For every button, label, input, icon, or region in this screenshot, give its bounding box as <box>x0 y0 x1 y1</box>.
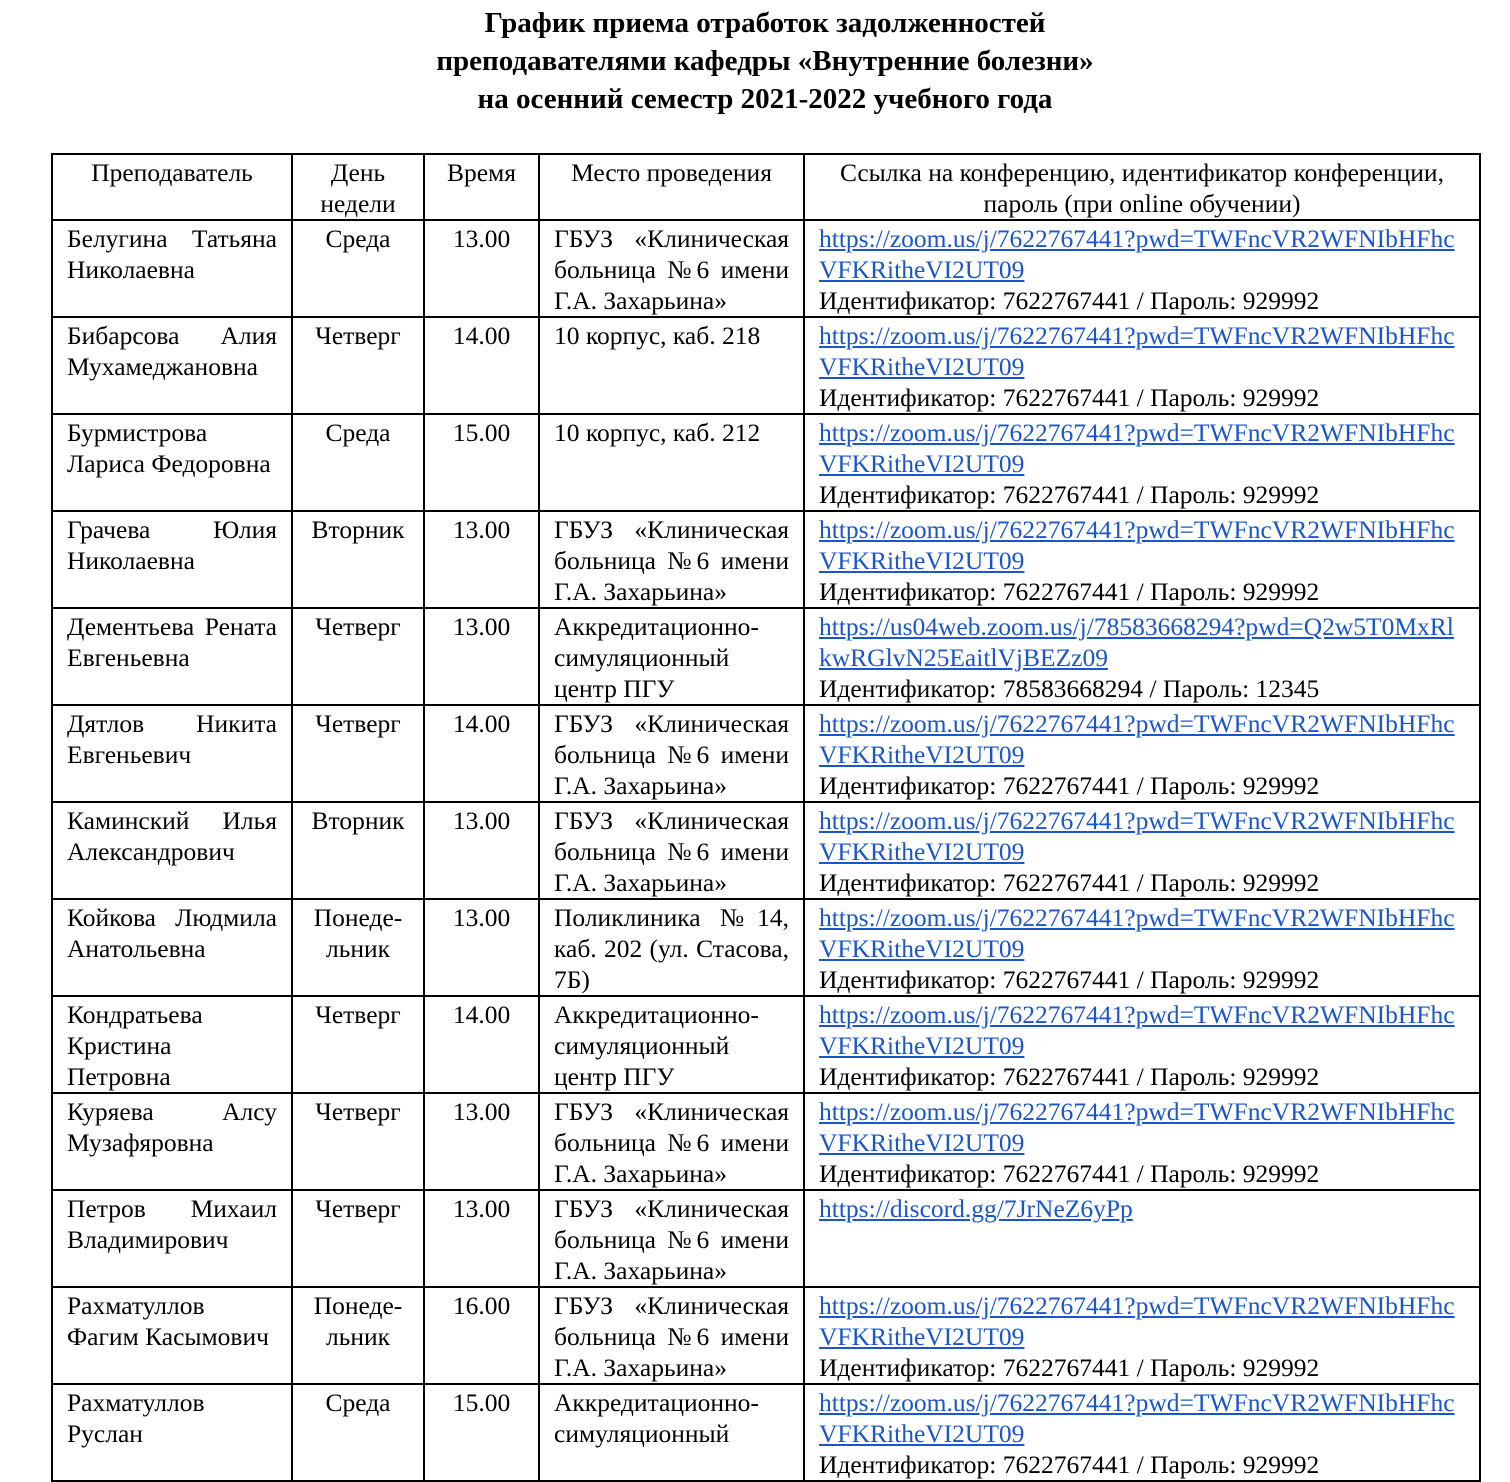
schedule-table <box>51 153 1481 1482</box>
conference-cell <box>804 317 1480 414</box>
conference-link[interactable]: https://zoom.us/j/7622767441?pwd=TWFncVR2WFNIbHFhcVFKRitheVI2UT09 <box>819 806 1455 866</box>
teacher-cell: Бибарсова Алия Мухамеджановна <box>52 317 292 414</box>
table-row <box>52 414 1480 511</box>
day-cell: Четверг <box>292 996 424 1093</box>
header-time: Время <box>424 154 539 220</box>
time-cell: 13.00 <box>424 802 539 899</box>
conference-credentials: Идентификатор: 7622767441 / Пароль: 929992 <box>819 1062 1320 1091</box>
conference-cell <box>804 414 1480 511</box>
teacher-cell: Куряева Алсу Музафяровна <box>52 1093 292 1190</box>
conference-credentials: Идентификатор: 7622767441 / Пароль: 929992 <box>819 1353 1320 1382</box>
place-cell: Аккредитационно-симуляционный центр ПГУ <box>539 608 804 705</box>
table-row <box>52 317 1480 414</box>
table-row <box>52 1287 1480 1384</box>
day-cell: Среда <box>292 414 424 511</box>
day-cell: Четверг <box>292 608 424 705</box>
conference-cell <box>804 1384 1480 1481</box>
day-cell: Понеде-льник <box>292 899 424 996</box>
time-cell: 14.00 <box>424 705 539 802</box>
conference-link[interactable]: https://zoom.us/j/7622767441?pwd=TWFncVR2WFNIbHFhcVFKRitheVI2UT09 <box>819 903 1455 963</box>
conference-link[interactable]: https://discord.gg/7JrNeZ6yPp <box>819 1194 1133 1223</box>
day-cell: Четверг <box>292 317 424 414</box>
conference-link[interactable]: https://zoom.us/j/7622767441?pwd=TWFncVR2WFNIbHFhcVFKRitheVI2UT09 <box>819 1000 1455 1060</box>
teacher-cell: Дементьева Рената Евгеньевна <box>52 608 292 705</box>
conference-credentials: Идентификатор: 7622767441 / Пароль: 929992 <box>819 771 1320 800</box>
day-cell: Понеде-льник <box>292 1287 424 1384</box>
day-cell: Четверг <box>292 1093 424 1190</box>
time-cell: 16.00 <box>424 1287 539 1384</box>
conference-credentials: Идентификатор: 7622767441 / Пароль: 929992 <box>819 480 1320 509</box>
teacher-cell: Петров Михаил Владимирович <box>52 1190 292 1287</box>
time-cell: 13.00 <box>424 899 539 996</box>
teacher-cell: Кондратьева Кристина Петровна <box>52 996 292 1093</box>
header-teacher: Преподаватель <box>52 154 292 220</box>
conference-cell <box>804 1093 1480 1190</box>
table-row <box>52 899 1480 996</box>
conference-link[interactable]: https://zoom.us/j/7622767441?pwd=TWFncVR2WFNIbHFhcVFKRitheVI2UT09 <box>819 1388 1455 1448</box>
place-cell: Поликлиника №14, каб. 202 (ул. Стасова, 7Б) <box>539 899 804 996</box>
table-row <box>52 1093 1480 1190</box>
time-cell: 13.00 <box>424 220 539 317</box>
table-row <box>52 220 1480 317</box>
conference-cell <box>804 220 1480 317</box>
time-cell: 14.00 <box>424 317 539 414</box>
table-row <box>52 996 1480 1093</box>
teacher-cell: Каминский Илья Александрович <box>52 802 292 899</box>
title-line-1: График приема отработок задолженностей <box>484 7 1046 39</box>
document-title <box>0 4 1510 118</box>
conference-cell <box>804 996 1480 1093</box>
teacher-cell: Дятлов Никита Евгеньевич <box>52 705 292 802</box>
conference-cell <box>804 705 1480 802</box>
conference-credentials: Идентификатор: 7622767441 / Пароль: 929992 <box>819 868 1320 897</box>
place-cell: ГБУЗ «Клиническая больница №6 имени Г.А. Захарьина» <box>539 511 804 608</box>
place-cell: Аккредитационно-симуляционный <box>539 1384 804 1481</box>
conference-credentials: Идентификатор: 7622767441 / Пароль: 929992 <box>819 1159 1320 1188</box>
header-link: Ссылка на конференцию, идентификатор конференции, пароль (при online обучении) <box>804 154 1480 220</box>
teacher-cell: Рахматуллов Руслан <box>52 1384 292 1481</box>
day-cell: Вторник <box>292 802 424 899</box>
table-row <box>52 802 1480 899</box>
place-cell: ГБУЗ «Клиническая больница №6 имени Г.А. Захарьина» <box>539 220 804 317</box>
time-cell: 13.00 <box>424 1190 539 1287</box>
conference-link[interactable]: https://zoom.us/j/7622767441?pwd=TWFncVR2WFNIbHFhcVFKRitheVI2UT09 <box>819 515 1455 575</box>
day-cell: Вторник <box>292 511 424 608</box>
place-cell: ГБУЗ «Клиническая больница №6 имени Г.А. Захарьина» <box>539 1287 804 1384</box>
header-place: Место проведения <box>539 154 804 220</box>
table-body <box>52 220 1480 1481</box>
conference-cell <box>804 608 1480 705</box>
header-day: День недели <box>292 154 424 220</box>
time-cell: 14.00 <box>424 996 539 1093</box>
title-line-2: преподавателями кафедры «Внутренние болезни» <box>436 45 1094 77</box>
time-cell: 13.00 <box>424 1093 539 1190</box>
conference-credentials: Идентификатор: 7622767441 / Пароль: 929992 <box>819 1450 1320 1479</box>
conference-cell <box>804 899 1480 996</box>
day-cell: Четверг <box>292 705 424 802</box>
time-cell: 15.00 <box>424 414 539 511</box>
conference-link[interactable]: https://zoom.us/j/7622767441?pwd=TWFncVR2WFNIbHFhcVFKRitheVI2UT09 <box>819 418 1455 478</box>
place-cell: 10 корпус, каб. 212 <box>539 414 804 511</box>
teacher-cell: Рахматуллов Фагим Касымович <box>52 1287 292 1384</box>
conference-credentials: Идентификатор: 7622767441 / Пароль: 929992 <box>819 577 1320 606</box>
teacher-cell: Белугина Татьяна Николаевна <box>52 220 292 317</box>
place-cell: ГБУЗ «Клиническая больница №6 имени Г.А. Захарьина» <box>539 1093 804 1190</box>
conference-link[interactable]: https://us04web.zoom.us/j/78583668294?pwd=Q2w5T0MxRlkwRGlvN25EaitlVjBEZz09 <box>819 612 1454 672</box>
place-cell: ГБУЗ «Клиническая больница №6 имени Г.А. Захарьина» <box>539 802 804 899</box>
conference-link[interactable]: https://zoom.us/j/7622767441?pwd=TWFncVR2WFNIbHFhcVFKRitheVI2UT09 <box>819 1291 1455 1351</box>
table-row <box>52 511 1480 608</box>
time-cell: 15.00 <box>424 1384 539 1481</box>
conference-link[interactable]: https://zoom.us/j/7622767441?pwd=TWFncVR2WFNIbHFhcVFKRitheVI2UT09 <box>819 321 1455 381</box>
table-row <box>52 705 1480 802</box>
conference-link[interactable]: https://zoom.us/j/7622767441?pwd=TWFncVR2WFNIbHFhcVFKRitheVI2UT09 <box>819 224 1455 284</box>
place-cell: ГБУЗ «Клиническая больница №6 имени Г.А. Захарьина» <box>539 705 804 802</box>
conference-cell <box>804 1287 1480 1384</box>
conference-cell <box>804 511 1480 608</box>
conference-credentials: Идентификатор: 7622767441 / Пароль: 929992 <box>819 965 1320 994</box>
conference-cell <box>804 1190 1480 1287</box>
teacher-cell: Койкова Людмила Анатольевна <box>52 899 292 996</box>
place-cell: 10 корпус, каб. 218 <box>539 317 804 414</box>
conference-credentials: Идентификатор: 78583668294 / Пароль: 12345 <box>819 674 1320 703</box>
table-header-row <box>52 154 1480 220</box>
conference-link[interactable]: https://zoom.us/j/7622767441?pwd=TWFncVR2WFNIbHFhcVFKRitheVI2UT09 <box>819 1097 1455 1157</box>
place-cell: ГБУЗ «Клиническая больница №6 имени Г.А. Захарьина» <box>539 1190 804 1287</box>
teacher-cell: Бурмистрова Лариса Федоровна <box>52 414 292 511</box>
table-row <box>52 1190 1480 1287</box>
place-cell: Аккредитационно-симуляционный центр ПГУ <box>539 996 804 1093</box>
time-cell: 13.00 <box>424 608 539 705</box>
table-row <box>52 608 1480 705</box>
title-line-3: на осенний семестр 2021-2022 учебного года <box>477 83 1053 115</box>
day-cell: Среда <box>292 1384 424 1481</box>
table-row <box>52 1384 1480 1481</box>
conference-cell <box>804 802 1480 899</box>
time-cell: 13.00 <box>424 511 539 608</box>
conference-link[interactable]: https://zoom.us/j/7622767441?pwd=TWFncVR2WFNIbHFhcVFKRitheVI2UT09 <box>819 709 1455 769</box>
day-cell: Среда <box>292 220 424 317</box>
day-cell: Четверг <box>292 1190 424 1287</box>
teacher-cell: Грачева Юлия Николаевна <box>52 511 292 608</box>
conference-credentials: Идентификатор: 7622767441 / Пароль: 929992 <box>819 286 1320 315</box>
conference-credentials: Идентификатор: 7622767441 / Пароль: 929992 <box>819 383 1320 412</box>
